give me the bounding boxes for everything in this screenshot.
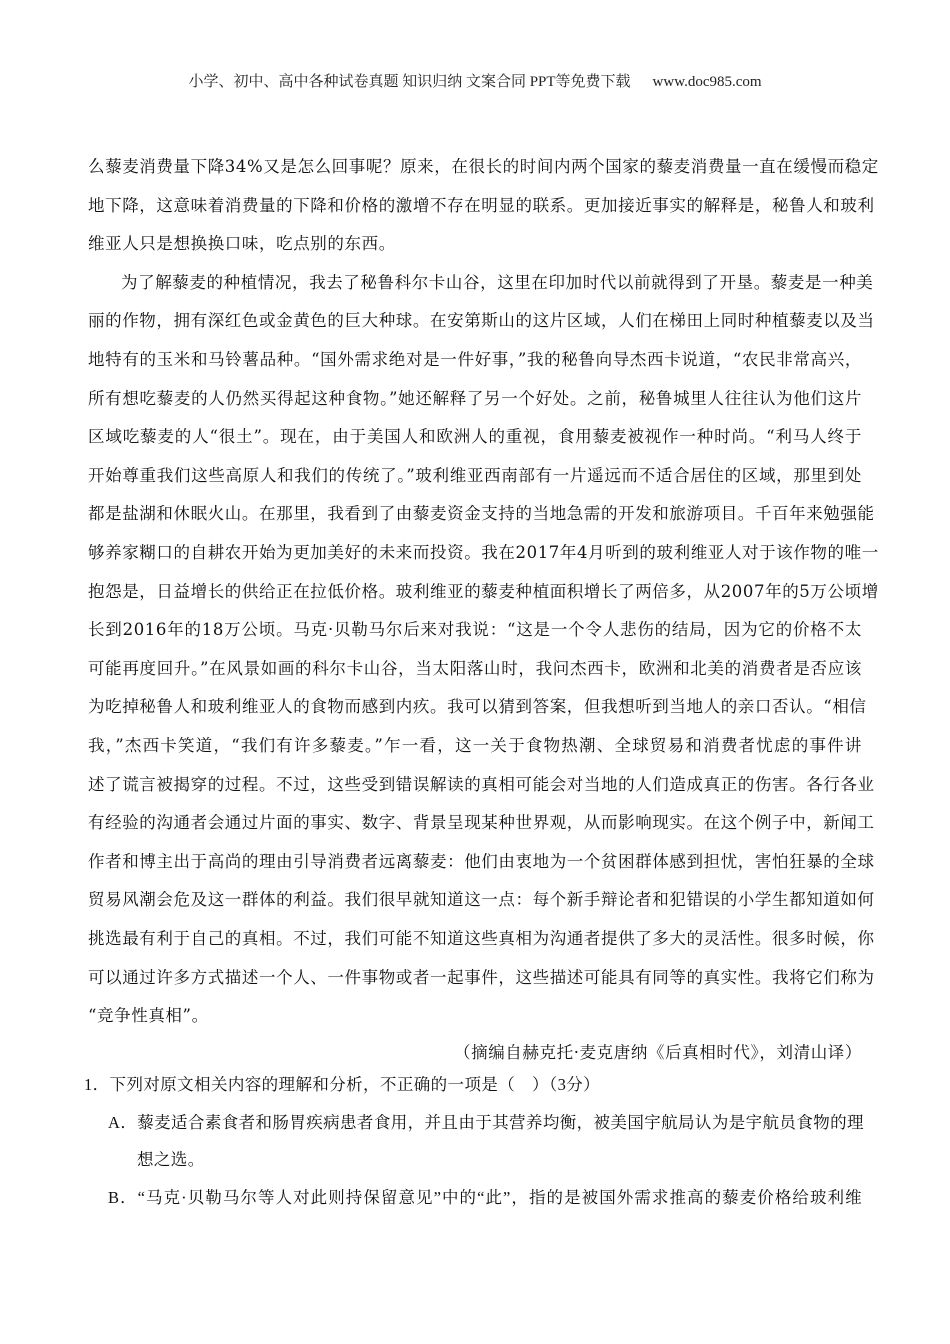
passage-line: “竞争性真相”。 (88, 1006, 209, 1026)
passage-line: 挑选最有利于自己的真相。不过，我们可能不知道这些真相为沟通者提供了多大的灵活性。很多时候，你 (88, 929, 875, 948)
header-text: 小学、初中、高中各种试卷真题 知识归纳 文案合同 PPT等免费下载 (188, 74, 631, 90)
passage-line: 所有想吃藜麦的人仍然买得起这种食物。”她还解释了另一个好处。之前，秘鲁城里人往往认为他们这片 (88, 388, 862, 408)
passage-line: 为吃掉秘鲁人和玻利维亚人的食物而感到内疚。我可以猜到答案，但我想听到当地人的亲口否认。“相信 (88, 697, 867, 717)
passage-line: 贸易风潮会危及这一群体的利益。我们很早就知道这一点：每个新手辩论者和犯错误的小学生都知道如何 (88, 890, 875, 910)
passage-line: 区域吃藜麦的人“很土”。现在，由于美国人和欧洲人的重视，食用藜麦被视作一种时尚。“利马人终于 (88, 427, 862, 447)
passage-line: 都是盐湖和休眠火山。在那里，我看到了由藜麦资金支持的当地急需的开发和旅游项目。千百年来勉强能 (88, 504, 875, 524)
question-stem: 1．下列对原文相关内容的理解和分析，不正确的一项是（ ）（3分） (84, 1074, 601, 1094)
passage-line: 长到2016年的18万公顷。马克·贝勒马尔后来对我说：“这是一个令人悲伤的结局，因为它的价格不太 (88, 620, 862, 640)
answer-option: 想之选。 (137, 1150, 205, 1170)
passage-line: 地下降，这意味着消费量的下降和价格的激增不存在明显的联系。更加接近事实的解释是，秘鲁人和玻利 (88, 195, 875, 215)
passage-line: 够养家糊口的自耕农开始为更加美好的未来而投资。我在2017年4月听到的玻利维亚人对于该作物的唯一 (88, 543, 879, 562)
answer-option: A．藜麦适合素食者和肠胃疾病患者食用，并且由于其营养均衡，被美国宇航局认为是宇航员食物的理 (108, 1112, 864, 1132)
passage-line: 有经验的沟通者会通过片面的事实、数字、背景呈现某种世界观，从而影响现实。在这个例子中，新闻工 (88, 813, 875, 833)
passage-line: 我，”杰西卡笑道，“我们有许多藜麦。”乍一看，这一关于食物热潮、全球贸易和消费者忧虑的事件讲 (88, 736, 862, 755)
source-citation: （摘编自赫克托·麦克唐纳《后真相时代》，刘清山译） (454, 1042, 862, 1062)
answer-option: B．“马克·贝勒马尔等人对此则持保留意见”中的“此”，指的是被国外需求推高的藜麦价格给玻利维 (108, 1187, 862, 1207)
passage-line: 么藜麦消费量下降34%又是怎么回事呢？原来，在很长的时间内两个国家的藜麦消费量一直在缓慢而稳定 (88, 157, 879, 176)
passage-line: 为了解藜麦的种植情况，我去了秘鲁科尔卡山谷，这里在印加时代以前就得到了开垦。藜麦是一种美 (121, 272, 874, 292)
passage-line: 可能再度回升。”在风景如画的科尔卡山谷，当太阳落山时，我问杰西卡，欧洲和北美的消费者是否应该 (88, 658, 862, 678)
passage-line: 可以通过许多方式描述一个人、一件事物或者一起事件，这些描述可能具有同等的真实性。我将它们称为 (88, 967, 875, 987)
page-header (0, 70, 950, 91)
passage-line: 维亚人只是想换换口味，吃点别的东西。 (88, 234, 396, 254)
passage-line: 作者和博主出于高尚的理由引导消费者远离藜麦：他们由衷地为一个贫困群体感到担忧，害怕狂暴的全球 (88, 851, 875, 871)
passage-line: 丽的作物，拥有深红色或金黄色的巨大种球。在安第斯山的这片区域，人们在梯田上同时种植藜麦以及当 (88, 311, 875, 331)
header-url: www.doc985.com (652, 74, 762, 90)
passage-line: 地特有的玉米和马铃薯品种。“国外需求绝对是一件好事，”我的秘鲁向导杰西卡说道，“农民非常高兴， (88, 350, 862, 369)
passage-line: 抱怨是，日益增长的供给正在拉低价格。玻利维亚的藜麦种植面积增长了两倍多，从2007年的5万公顷增 (88, 581, 879, 601)
passage-line: 述了谎言被揭穿的过程。不过，这些受到错误解读的真相可能会对当地的人们造成真正的伤害。各行各业 (88, 774, 875, 794)
passage-line: 开始尊重我们这些高原人和我们的传统了。”玻利维亚西南部有一片遥远而不适合居住的区域，那里到处 (88, 465, 862, 485)
